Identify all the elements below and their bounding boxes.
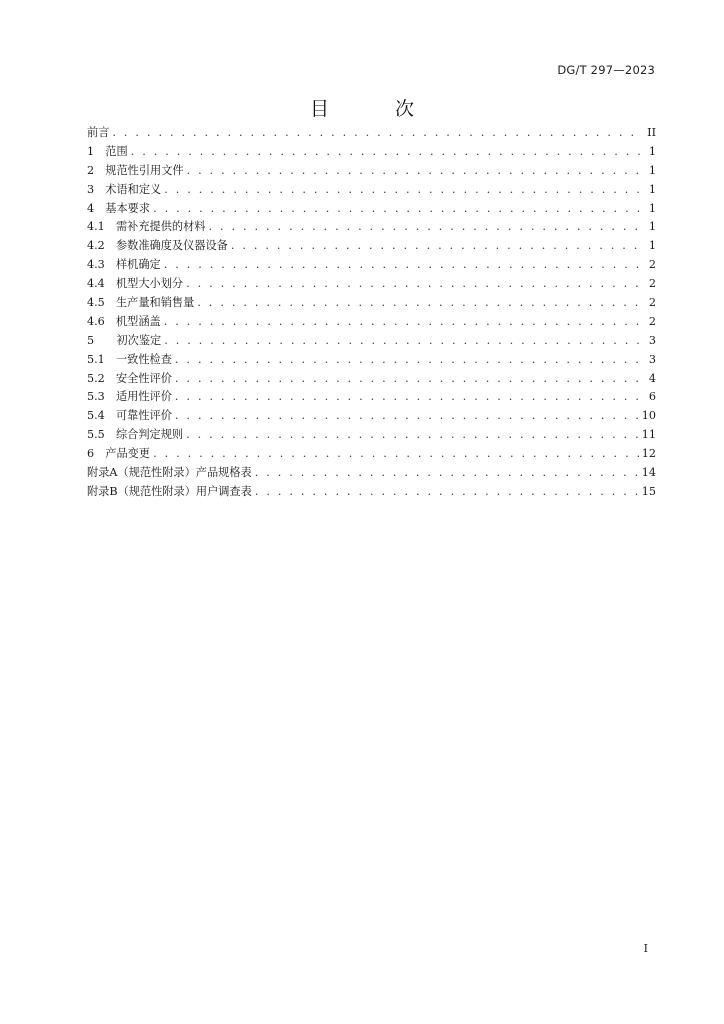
toc-dot-leader	[164, 332, 643, 351]
toc-dot-leader	[131, 143, 643, 162]
toc-entry[interactable]	[87, 200, 656, 219]
toc-entry-page: 1	[648, 144, 656, 158]
toc-entry-label: 2 规范性引用文件	[87, 163, 184, 177]
toc-entry-page: 3	[648, 352, 656, 366]
toc-entry-label: 4 基本要求	[87, 201, 151, 215]
toc-entry[interactable]	[87, 445, 656, 464]
toc-dot-leader	[153, 200, 643, 219]
toc-entry-label: 5.3 适用性评价	[87, 390, 172, 404]
toc-entry-page: 1	[648, 220, 656, 234]
toc-dot-leader	[186, 426, 639, 445]
toc-entry-label: 4.1 需补充提供的材料	[87, 220, 206, 234]
toc-entry-page: 2	[648, 258, 656, 272]
toc-entry-page: 1	[648, 182, 656, 196]
toc-entry-label: 5.4 可靠性评价	[87, 409, 172, 423]
toc-entry[interactable]	[87, 275, 656, 294]
toc-entry[interactable]	[87, 332, 656, 351]
toc-entry-label: 4.6 机型涵盖	[87, 314, 161, 328]
toc-entry-label: 4.2 参数准确度及仪器设备	[87, 239, 228, 253]
toc-entry-page: 2	[648, 277, 656, 291]
toc-dot-leader	[208, 218, 643, 237]
toc-entry-page: II	[647, 125, 656, 139]
toc-dot-leader	[231, 237, 643, 256]
toc-entry[interactable]	[87, 351, 656, 370]
toc-entry-page: 6	[648, 390, 656, 404]
toc-dot-leader	[255, 483, 639, 502]
toc-entry-page: 1	[648, 239, 656, 253]
document-code: DG/T 297—2023	[557, 63, 655, 77]
toc-entry[interactable]	[87, 388, 656, 407]
toc-entry-label: 5.2 安全性评价	[87, 371, 172, 385]
toc-entry-label: 4.4 机型大小划分	[87, 277, 184, 291]
toc-entry[interactable]	[87, 426, 656, 445]
toc-entry-label: 4.5 生产量和销售量	[87, 296, 195, 309]
toc-entry[interactable]	[87, 181, 656, 200]
toc-entry[interactable]	[87, 294, 656, 313]
toc-dot-leader	[186, 275, 643, 294]
toc-entry-page: 1	[648, 201, 656, 215]
toc-entry-label: 附录B（规范性附录）用户调查表	[87, 484, 252, 498]
toc-dot-leader	[187, 162, 643, 181]
toc-entry-page: 1	[648, 163, 656, 177]
toc-entry[interactable]	[87, 370, 656, 389]
toc-entry-label: 附录A（规范性附录）产品规格表	[87, 466, 252, 480]
toc-entry[interactable]	[87, 483, 656, 502]
toc-entry-page: 2	[648, 296, 656, 309]
toc-entry-page: 12	[641, 447, 656, 461]
toc-dot-leader	[175, 351, 643, 370]
toc-entry[interactable]	[87, 313, 656, 332]
toc-dot-leader	[164, 313, 643, 332]
toc-entry-page: 3	[648, 333, 656, 347]
toc-entry-page: 14	[641, 466, 656, 480]
toc-dot-leader	[255, 464, 639, 483]
table-of-contents	[87, 124, 656, 502]
toc-entry-label: 6 产品变更	[87, 447, 151, 461]
toc-entry[interactable]	[87, 256, 656, 275]
toc-dot-leader	[164, 181, 643, 200]
toc-entry-page: 2	[648, 314, 656, 328]
toc-entry-label: 5 初次鉴定	[87, 333, 162, 347]
page-number: I	[643, 942, 648, 955]
toc-entry-page: 11	[641, 428, 656, 442]
toc-entry[interactable]	[87, 464, 656, 483]
toc-entry-label: 5.1 一致性检查	[87, 352, 172, 366]
toc-entry-page: 4	[648, 371, 656, 385]
toc-title: 目 次	[309, 98, 445, 120]
toc-entry-label: 4.3 样机确定	[87, 258, 161, 272]
toc-entry-label: 5.5 综合判定规则	[87, 428, 184, 442]
toc-entry-label: 3 术语和定义	[87, 182, 162, 196]
toc-dot-leader	[175, 370, 643, 389]
toc-dot-leader	[175, 388, 643, 407]
toc-entry-page: 15	[641, 484, 656, 498]
toc-entry[interactable]	[87, 162, 656, 181]
toc-entry[interactable]	[87, 143, 656, 162]
toc-dot-leader	[197, 294, 643, 313]
toc-entry-label: 1 范围	[87, 144, 128, 158]
toc-dot-leader	[112, 124, 643, 143]
toc-entry-page: 10	[641, 409, 656, 423]
toc-entry[interactable]	[87, 407, 656, 426]
toc-dot-leader	[175, 407, 639, 426]
toc-entry[interactable]	[87, 124, 656, 143]
toc-entry[interactable]	[87, 237, 656, 256]
toc-entry[interactable]	[87, 218, 656, 237]
toc-entry-label: 前言	[87, 125, 110, 139]
toc-dot-leader	[153, 445, 639, 464]
toc-dot-leader	[164, 256, 643, 275]
